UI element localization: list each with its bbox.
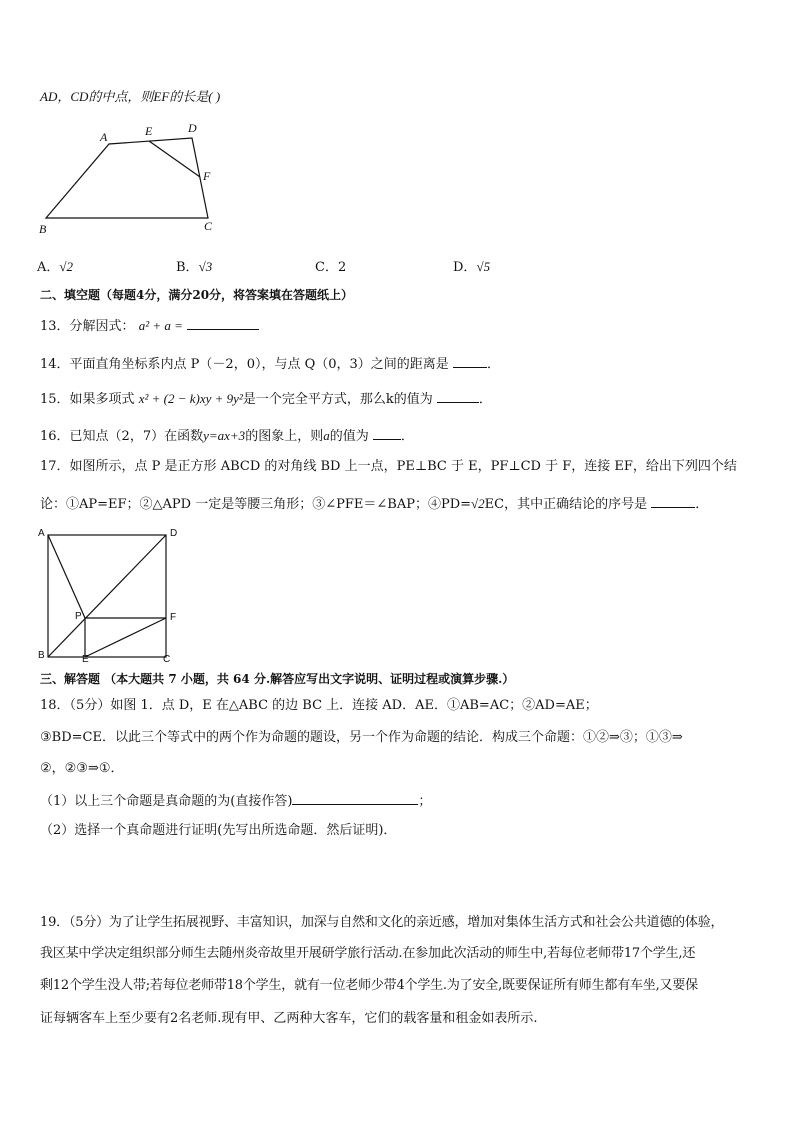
q12-choice-b: B．√3	[176, 259, 213, 275]
q12-choice-c: C．2	[315, 260, 347, 275]
q19-line1: 19．（5分）为了让学生拓展视野、丰富知识，加深与自然和文化的亲近感，增加对集体生活方式和社会公共道德的体验，	[40, 915, 724, 930]
q12-label-f: F	[203, 169, 211, 183]
q12-choice-a: A．√2	[37, 259, 74, 275]
q17-label-p: P	[75, 611, 82, 622]
q12-stem: AD，CD的中点，则EF的长是( )	[40, 89, 221, 104]
q18-part1: （1）以上三个命题是真命题的为(直接作答) ；	[40, 794, 432, 809]
q12-label-a: A	[100, 130, 108, 144]
q14-blank[interactable]	[453, 355, 487, 368]
q19-line4: 证每辆客车上至少要有2名老师.现有甲、乙两种大客车，它们的载客量和租金如表所示.	[40, 1011, 538, 1026]
q18-line2: ③BD=CE．以此三个等式中的两个作为命题的题设，另一个作为命题的结论．构成三个命题：①②⇒③；①③⇒	[40, 730, 683, 745]
section3-heading: 三、解答题 （本大题共 7 小题，共 64 分.解答应写出文字说明、证明过程或演算步骤.）	[40, 672, 515, 686]
q16-blank[interactable]	[373, 427, 401, 440]
q18-part2: （2）选择一个真命题进行证明(先写出所选命题．然后证明)．	[40, 823, 397, 838]
q12-label-c: C	[204, 219, 213, 233]
q17-blank[interactable]	[651, 495, 695, 508]
q12-label-e: E	[145, 124, 153, 138]
q17-label-e: E	[82, 654, 89, 665]
q19-line2: 我区某中学决定组织部分师生去随州炎帝故里开展研学旅行活动.在参加此次活动的师生中,若每位老师带17个学生,还	[40, 946, 696, 961]
q12-choice-d: D．√5	[453, 259, 491, 275]
q17-label-d: D	[170, 528, 178, 539]
q13: 13．分解因式： a² + a =	[40, 317, 259, 336]
q18-line3: ②，②③⇒①．	[40, 761, 124, 776]
q19-line3: 剩12个学生没人带;若每位老师带18个学生，就有一位老师少带4个学生.为了安全,既要保证所有师生都有车坐,又要保	[40, 978, 698, 993]
q17-label-a: A	[38, 528, 45, 539]
q16: 16．已知点（2，7）在函数y=ax+3的图象上，则a的值为 ．	[40, 428, 414, 444]
q15: 15．如果多项式 x² + (2 − k)xy + 9y²是一个完全平方式，那么k的值为 ．	[40, 391, 492, 407]
q17-figure	[40, 526, 180, 666]
q12-figure	[30, 115, 230, 240]
q14: 14．平面直角坐标系内点 P（－2，0），与点 Q（0，3）之间的距离是 ．	[40, 357, 500, 372]
q18-blank[interactable]	[292, 792, 418, 805]
q12-label-b: B	[39, 222, 47, 236]
section2-heading: 二、填空题（每题4分，满分20分，将答案填在答题纸上）	[40, 288, 354, 302]
q17-label-b: B	[38, 650, 45, 661]
q17-label-f: F	[170, 612, 177, 623]
q17-line1: 17．如图所示，点 P 是正方形 ABCD 的对角线 BD 上一点，PE⊥BC 于 E，PF⊥CD 于 F，连接 EF，给出下列四个结	[40, 459, 737, 474]
q17-label-c: C	[163, 654, 171, 665]
q15-blank[interactable]	[437, 390, 479, 403]
q13-blank[interactable]	[187, 317, 259, 330]
q18-line1: 18．（5分）如图 1．点 D，E 在△ABC 的边 BC 上．连接 AD．AE．①AB=AC；②AD=AE；	[40, 698, 598, 713]
q17-line2: 论：①AP=EF；②△APD 一定是等腰三角形；③∠PFE＝∠BAP；④PD=√2EC，其中正确结论的序号是 ．	[40, 496, 709, 512]
q12-label-d: D	[188, 121, 197, 135]
